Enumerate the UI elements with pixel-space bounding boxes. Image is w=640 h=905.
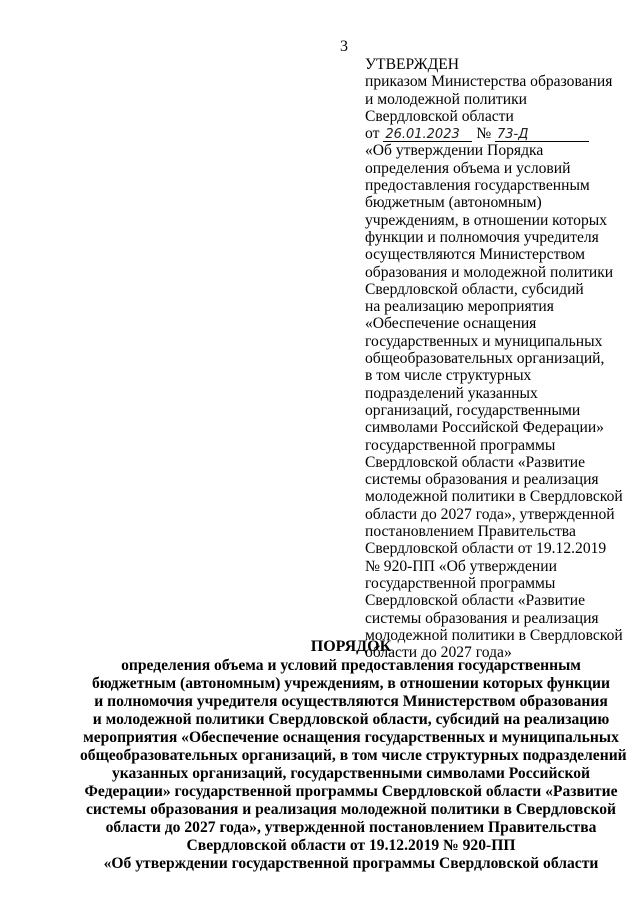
approval-line: в том числе структурных <box>365 367 532 385</box>
title-line: и молодежной политики Свердловской области, субсидий на реализацию <box>92 711 610 728</box>
title-line: системы образования и реализация молодежной политики в Свердловской <box>85 801 617 818</box>
title-heading: ПОРЯДОК <box>310 638 392 655</box>
approval-line: системы образования и реализация <box>365 471 599 489</box>
approval-line: «Об утверждении Порядка <box>365 142 544 160</box>
approval-line: молодежной политики в Свердловской <box>365 488 623 506</box>
date-prefix: от <box>365 125 380 143</box>
approval-line: постановлением Правительства <box>365 523 576 541</box>
approval-line: бюджетным (автономным) <box>365 194 542 212</box>
page-number: 3 <box>340 38 348 55</box>
handwritten-number: 73-Д <box>495 128 589 142</box>
approval-line: Свердловской области <box>365 107 514 125</box>
approval-line: № 920-ПП «Об утверждении <box>365 557 557 575</box>
approval-heading: УТВЕРЖДЕН <box>365 56 460 73</box>
title-line: «Об утверждении государственной программы Свердловской области <box>103 855 599 872</box>
title-line: общеобразовательных организаций, в том числе структурных подразделений <box>80 747 627 764</box>
title-line: области до 2027 года», утвержденной постановлением Правительства <box>105 819 597 836</box>
approval-line: «Обеспечение оснащения <box>365 315 537 333</box>
approval-line: определения объема и условий <box>365 159 571 177</box>
approval-line: учреждениям, в отношении которых <box>365 211 608 229</box>
approval-line: общеобразовательных организаций, <box>365 350 605 368</box>
approval-line: и молодежной политики <box>365 90 527 108</box>
approval-line: области до 2027 года», утвержденной <box>365 505 615 523</box>
approval-line: государственных и муниципальных <box>365 332 603 350</box>
title-line: бюджетным (автономным) учреждениям, в отношении которых функции <box>91 675 611 692</box>
approval-line: Свердловской области, субсидий <box>365 280 584 298</box>
approval-line: Свердловской области «Развитие <box>365 453 586 471</box>
title-line: Федерации» государственной программы Свердловской области «Развитие <box>84 783 618 800</box>
approval-line: государственной программы <box>365 436 556 454</box>
approval-line: функции и полномочия учредителя <box>365 228 599 246</box>
approval-line: осуществляются Министерством <box>365 246 586 264</box>
approval-line: на реализацию мероприятия <box>365 298 554 316</box>
title-line: указанных организаций, государственными символами Российской <box>111 765 591 782</box>
approval-line: предоставления государственным <box>365 177 590 195</box>
handwritten-date: 26.01.2023 <box>383 128 472 142</box>
approval-line: организаций, государственными <box>365 401 581 419</box>
approval-line: Свердловской области от 19.12.2019 <box>365 540 607 558</box>
title-line: определения объема и условий предоставления государственным <box>121 657 581 674</box>
approval-line: образования и молодежной политики <box>365 263 614 281</box>
approval-line: молодежной политики в Свердловской <box>365 626 623 644</box>
approval-line: области до 2027 года» <box>365 644 512 662</box>
approval-line: подразделений указанных <box>365 384 538 402</box>
title-line: и полномочия учредителя осуществляются Министерством образования <box>94 693 608 710</box>
approval-line: государственной программы <box>365 574 556 592</box>
title-line: мероприятия «Обеспечение оснащения государственных и муниципальных <box>83 729 619 746</box>
document-title <box>80 638 627 873</box>
approval-line: символами Российской Федерации» <box>365 419 604 437</box>
approval-date-line <box>365 125 623 142</box>
title-line: Свердловской области от 19.12.2019 № 920-ПП <box>186 837 516 854</box>
number-prefix: № <box>476 125 492 143</box>
approval-line: приказом Министерства образования <box>365 73 613 91</box>
approval-line: системы образования и реализация <box>365 609 599 627</box>
approval-line: Свердловской области «Развитие <box>365 592 586 610</box>
approval-block <box>365 56 623 662</box>
